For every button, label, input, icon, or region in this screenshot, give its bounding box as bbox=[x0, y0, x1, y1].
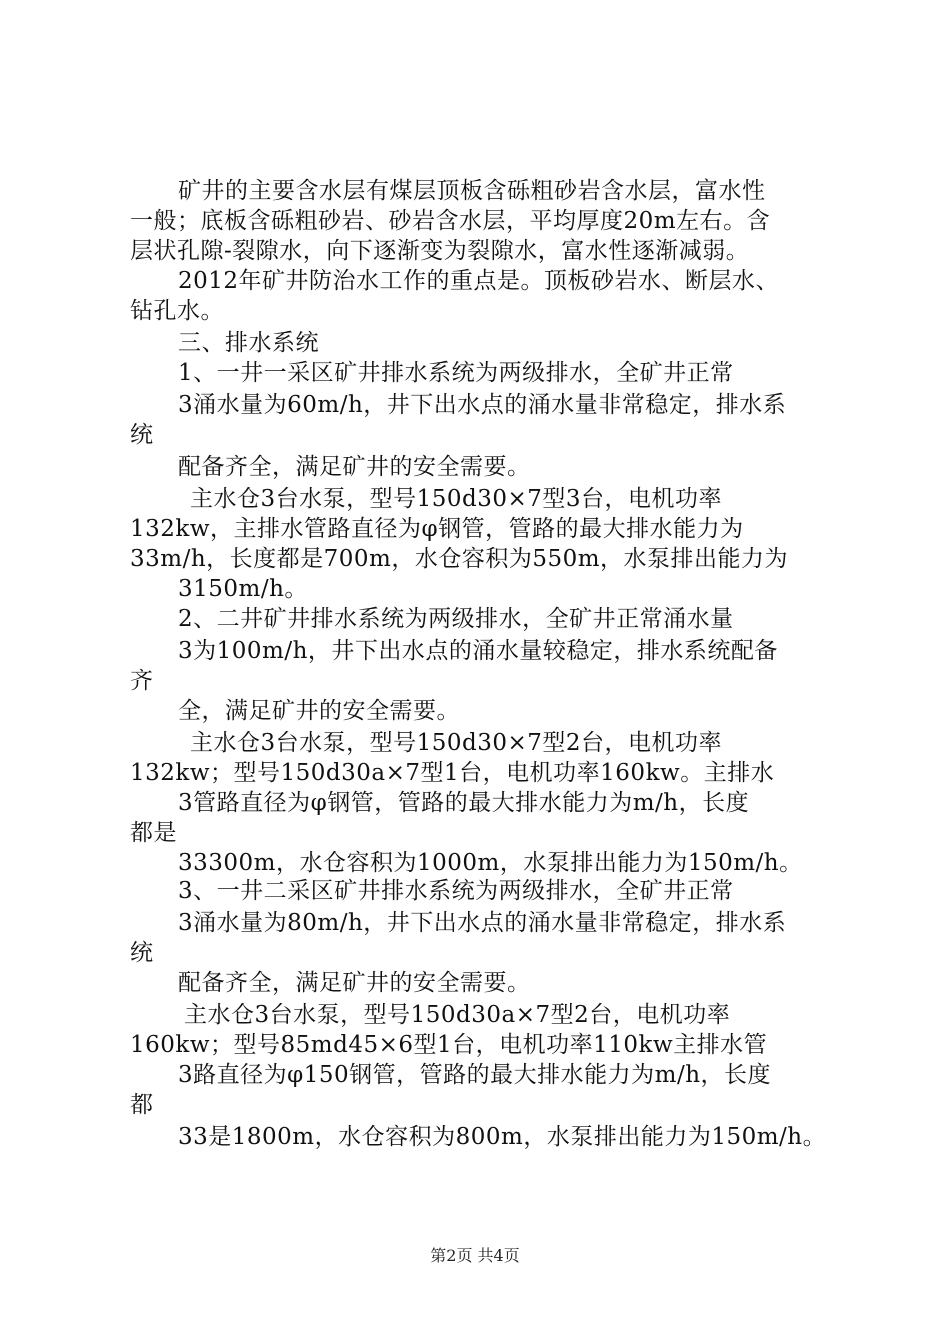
section-heading: 三、排水系统 bbox=[178, 330, 319, 356]
text-line: 3为100m/h，井下出水点的涌水量较稳定，排水系统配备 bbox=[178, 638, 778, 664]
text-line: 3涌水量为80m/h，井下出水点的涌水量非常稳定，排水系 bbox=[178, 910, 787, 936]
text-line: 3路直径为φ150钢管，管路的最大排水能力为m/h，长度 bbox=[178, 1062, 772, 1088]
text-line: 3、一井二采区矿井排水系统为两级排水，全矿井正常 bbox=[178, 878, 734, 904]
text-line: 一般；底板含砾粗砂岩、砂岩含水层，平均厚度20m左右。含 bbox=[130, 208, 771, 234]
text-line: 2012年矿井防治水工作的重点是。顶板砂岩水、断层水、 bbox=[178, 268, 780, 294]
text-line: 33m/h，长度都是700m，水仓容积为550m，水泵排出能力为 bbox=[130, 546, 789, 572]
text-line: 统 bbox=[130, 940, 154, 966]
text-line: 都 bbox=[130, 1092, 154, 1118]
text-line: 1、一井一采区矿井排水系统为两级排水，全矿井正常 bbox=[178, 360, 734, 386]
text-line: 矿井的主要含水层有煤层顶板含砾粗砂岩含水层，富水性 bbox=[178, 178, 766, 204]
text-line: 齐 bbox=[130, 668, 154, 694]
text-line: 主水仓3台水泵，型号150d30×7型2台，电机功率 bbox=[190, 730, 723, 756]
text-line: 都是 bbox=[130, 820, 177, 846]
text-line: 配备齐全，满足矿井的安全需要。 bbox=[178, 454, 531, 480]
text-line: 全，满足矿井的安全需要。 bbox=[178, 698, 460, 724]
text-line: 3管路直径为φ钢管，管路的最大排水能力为m/h，长度 bbox=[178, 790, 750, 816]
text-line: 配备齐全，满足矿井的安全需要。 bbox=[178, 970, 531, 996]
text-line: 统 bbox=[130, 422, 154, 448]
text-line: 160kw；型号85md45×6型1台，电机功率110kw主排水管 bbox=[130, 1032, 768, 1058]
page-number-footer: 第2页 共4页 bbox=[430, 1246, 520, 1265]
text-line: 132kw，主排水管路直径为φ钢管，管路的最大排水能力为 bbox=[130, 516, 744, 542]
text-line: 3150m/h。 bbox=[178, 576, 308, 602]
text-line: 33是1800m，水仓容积为800m，水泵排出能力为150m/h。 bbox=[178, 1124, 827, 1150]
text-line: 3涌水量为60m/h，井下出水点的涌水量非常稳定，排水系 bbox=[178, 392, 787, 418]
text-line: 主水仓3台水泵，型号150d30a×7型2台，电机功率 bbox=[184, 1002, 731, 1028]
text-line: 主水仓3台水泵，型号150d30×7型3台，电机功率 bbox=[190, 486, 723, 512]
text-line: 钻孔水。 bbox=[130, 298, 224, 324]
text-line: 132kw；型号150d30a×7型1台，电机功率160kw。主排水 bbox=[130, 760, 775, 786]
text-line: 层状孔隙-裂隙水，向下逐渐变为裂隙水，富水性逐渐减弱。 bbox=[130, 238, 750, 264]
text-line: 2、二井矿井排水系统为两级排水，全矿井正常涌水量 bbox=[178, 606, 734, 632]
text-line: 33300m，水仓容积为1000m，水泵排出能力为150m/h。 bbox=[178, 850, 803, 876]
